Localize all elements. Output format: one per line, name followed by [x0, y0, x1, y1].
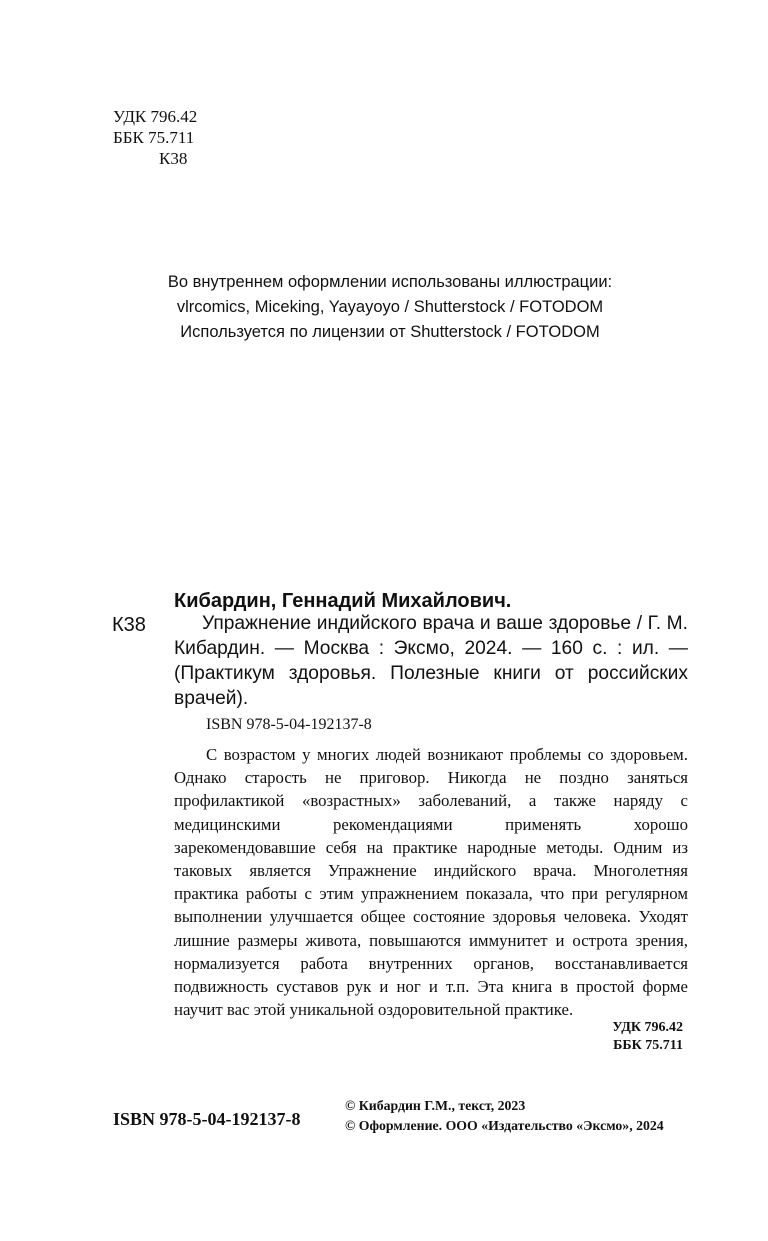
credits-line-3: Используется по лицензии от Shutterstock / FOTODOM [180, 323, 600, 341]
author-mark: К38 [159, 149, 188, 168]
copyright-design: © Оформление. ООО «Издательство «Эксмо», 2024 [345, 1118, 664, 1133]
record-classification [612, 1019, 683, 1055]
credits-line-1: Во внутреннем оформлении использованы иллюстрации: [167, 273, 613, 291]
bibliographic-description: Упражнение индийского врача и ваше здоровье / Г. М. Кибардин. — Москва : Эксмо, 2024. — 160 с. : ил. — (Практикум здоровья. Полезные книги от российских врачей). [174, 613, 688, 709]
footer-isbn: ISBN 978-5-04-192137-8 [113, 1109, 301, 1129]
record-bbk: ББК 75.711 [613, 1038, 683, 1053]
author-heading: Кибардин, Геннадий Михайлович. [174, 590, 512, 612]
record-isbn: ISBN 978-5-04-192137-8 [206, 716, 372, 733]
annotation: С возрастом у многих людей возникают проблемы со здоровьем. Однако старость не приговор. Никогда не поздно заняться профилактикой «возрастных» заболеваний, а также наряду с медицинскими рекомендациями применять хорошо зарекомендовавшие себя на практике народные методы. Одним из таковых является Упражнение индийского врача. Многолетняя практика работы с этим упражнением показала, что при регулярном выполнении улучшается общее состояние здоровья человека. Уходят лишние размеры живота, повышаются иммунитет и острота зрения, нормализуется работа внутренних органов, восстанавливается подвижность суставов рук и ног и т.п. Эта книга в простой форме научит вас этой уникальной оздоровительной практике. [174, 745, 688, 1020]
copyright-block [345, 1096, 664, 1136]
copyright-text: © Кибардин Г.М., текст, 2023 [345, 1098, 526, 1113]
classification-block [113, 106, 197, 169]
credits-line-2: vlrcomics, Miceking, Yayayoyo / Shutterstock / FOTODOM [176, 298, 604, 316]
bbk-code: ББК 75.711 [113, 128, 195, 147]
illustration-credits [100, 270, 680, 345]
record-udk: УДК 796.42 [612, 1020, 683, 1035]
side-author-mark: К38 [112, 614, 146, 636]
udk-code: УДК 796.42 [113, 107, 198, 126]
